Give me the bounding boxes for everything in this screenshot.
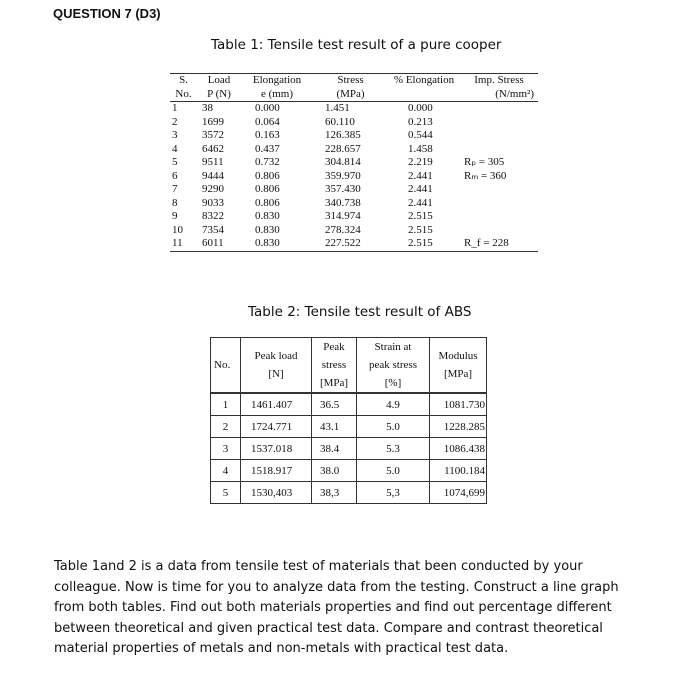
cell-modulus: 1100.184: [430, 460, 487, 482]
paragraph-line: between theoretical and given practical test data. Compare and contrast theoretical: [54, 620, 603, 636]
question-title: QUESTION 7 (D3): [53, 6, 161, 21]
header-modulus: [430, 338, 487, 394]
table-row: [211, 482, 487, 504]
table-row: [170, 183, 538, 197]
cell-elongation: 0.806: [255, 196, 280, 209]
table-row: [170, 237, 538, 251]
cell-strain: 5.0: [357, 460, 430, 482]
cell-modulus: 1228.285: [430, 416, 487, 438]
cell-peak-load: 1724.771: [241, 416, 312, 438]
cell-peak-stress: 38,3: [312, 482, 357, 504]
cell-imp: R_f = 228: [460, 237, 538, 251]
cell-stress: 228.657: [325, 142, 361, 155]
cell-imp: [460, 197, 538, 211]
cell-no: 10: [172, 223, 183, 236]
cell-stress: 359.970: [325, 169, 361, 182]
header-peak-load-line2: [N]: [268, 368, 284, 380]
cell-strain: 5,3: [357, 482, 430, 504]
table-row: [211, 438, 487, 460]
cell-imp: Rₚ = 305: [464, 156, 505, 168]
cell-no: 7: [172, 183, 178, 195]
cell-pct: 2.515: [408, 223, 433, 236]
cell-load: 1699: [202, 115, 224, 128]
cell-pct: 2.515: [408, 210, 433, 222]
cell-stress: 1.451: [325, 102, 350, 114]
cell-elongation: 0.437: [255, 142, 280, 155]
header-strain-line2: peak stress: [369, 359, 417, 371]
paragraph-line: material properties of metals and non-metals with practical test data.: [54, 641, 509, 656]
cell-stress: 278.324: [325, 223, 361, 236]
header-no: S.: [170, 74, 197, 88]
cell-imp: Rₘ = 360: [464, 169, 507, 182]
table-row: [170, 224, 538, 238]
cell-strain: 5.3: [357, 438, 430, 460]
cell-pct: 0.213: [408, 115, 433, 128]
header-no: No.: [211, 338, 241, 394]
header-strain-line1: Strain at: [374, 341, 412, 353]
cell-imp: [460, 102, 538, 116]
table-row: [211, 460, 487, 482]
paragraph-line: colleague. Now is time for you to analyze data from the testing. Construct a line graph: [54, 579, 619, 595]
header-stress: Stress: [313, 74, 388, 88]
table-row: [170, 170, 538, 184]
header-pct-2: [388, 88, 460, 102]
header-imp-stress: Imp. Stress: [460, 74, 538, 88]
table2-caption: Table 2: Tensile test result of ABS: [248, 304, 472, 320]
cell-modulus: 1074,699: [430, 482, 487, 504]
table1-header-row-2: [170, 88, 538, 102]
table-row: [170, 156, 538, 170]
cell-load: 9444: [202, 169, 224, 182]
cell-peak-load: 1461.407: [241, 393, 312, 416]
cell-no: 4: [211, 460, 241, 482]
cell-stress: 357.430: [325, 183, 361, 195]
cell-pct: 2.219: [408, 156, 433, 168]
cell-imp: [460, 183, 538, 197]
cell-peak-load: 1530,403: [241, 482, 312, 504]
table-row: [170, 197, 538, 211]
cell-no: 4: [172, 142, 178, 155]
header-strain-line3: [%]: [384, 377, 402, 389]
header-stress-2: (MPa): [313, 88, 388, 102]
cell-imp: [460, 116, 538, 130]
cell-load: 9033: [202, 196, 224, 209]
cell-stress: 60.110: [325, 115, 355, 128]
cell-no: 2: [211, 416, 241, 438]
cell-stress: 314.974: [325, 210, 361, 222]
cell-modulus: 1086.438: [430, 438, 487, 460]
header-load-2: P (N): [197, 88, 241, 102]
header-elongation-2: e (mm): [241, 88, 313, 102]
cell-strain: 4.9: [357, 393, 430, 416]
cell-stress: 227.522: [313, 237, 388, 251]
header-peak-stress-line1: Peak: [323, 341, 345, 353]
cell-no: 5: [172, 156, 178, 168]
cell-pct: 2.441: [408, 169, 433, 182]
cell-stress: 340.738: [325, 196, 361, 209]
table-row: [211, 416, 487, 438]
cell-elongation: 0.732: [255, 156, 280, 168]
cell-elongation: 0.830: [255, 223, 280, 236]
table-row: [170, 102, 538, 116]
cell-imp: [460, 224, 538, 238]
header-modulus-line1: Modulus: [438, 350, 478, 362]
table2-header-row: [211, 338, 487, 394]
copper-tensile-table: [170, 73, 538, 252]
cell-no: 1: [172, 102, 178, 114]
cell-peak-stress: 36.5: [312, 393, 357, 416]
header-modulus-line2: [MPa]: [443, 368, 473, 380]
paragraph-line: from both tables. Find out both materials properties and find out percentage different: [54, 600, 612, 615]
cell-load: 9290: [202, 183, 224, 195]
cell-imp: [460, 210, 538, 224]
cell-elongation: 0.064: [255, 115, 280, 128]
cell-stress: 304.814: [325, 156, 361, 168]
cell-no: 2: [172, 115, 178, 128]
table-row: [170, 210, 538, 224]
cell-modulus: 1081.730: [430, 393, 487, 416]
cell-pct: 1.458: [408, 142, 433, 155]
cell-no: 8: [172, 196, 178, 209]
abs-tensile-table: [210, 337, 487, 504]
cell-load: 6462: [202, 142, 224, 155]
cell-load: 8322: [202, 210, 224, 222]
cell-no: 6: [172, 169, 178, 182]
cell-no: 11: [170, 237, 197, 251]
cell-elongation: 0.830: [255, 210, 280, 222]
header-peak-load: [241, 338, 312, 394]
cell-imp: [460, 129, 538, 143]
cell-load: 7354: [202, 223, 224, 236]
cell-elongation: 0.806: [255, 169, 280, 182]
cell-no: 9: [172, 210, 178, 222]
cell-load: 3572: [202, 129, 224, 141]
cell-no: 3: [172, 129, 178, 141]
table1-caption: Table 1: Tensile test result of a pure cooper: [211, 37, 502, 53]
cell-no: 3: [211, 438, 241, 460]
cell-imp: [460, 143, 538, 157]
table-row: [170, 116, 538, 130]
cell-elongation: 0.806: [255, 183, 280, 195]
instructions-paragraph: [54, 557, 688, 660]
header-peak-stress-line2: stress: [321, 359, 347, 371]
cell-peak-stress: 43.1: [312, 416, 357, 438]
header-no-2: No.: [170, 88, 197, 102]
header-strain: [357, 338, 430, 394]
cell-peak-load: 1518.917: [241, 460, 312, 482]
cell-pct: 0.000: [408, 102, 433, 114]
cell-stress: 126.385: [325, 129, 361, 141]
paragraph-line: Table 1and 2 is a data from tensile test of materials that been conducted by your: [54, 559, 583, 574]
header-imp-stress-2: (N/mm²): [460, 88, 538, 102]
cell-no: 1: [211, 393, 241, 416]
cell-elongation: 0.163: [255, 129, 280, 141]
cell-peak-stress: 38.0: [312, 460, 357, 482]
header-pct-elongation: % Elongation: [388, 74, 460, 88]
cell-peak-stress: 38.4: [312, 438, 357, 460]
header-peak-stress: [312, 338, 357, 394]
cell-elongation: 0.000: [255, 102, 280, 114]
table1-header-row: [170, 74, 538, 88]
cell-load: 38: [202, 102, 213, 114]
header-peak-load-line1: Peak load: [254, 350, 298, 362]
cell-load: 9511: [202, 156, 224, 168]
cell-pct: 0.544: [408, 129, 433, 141]
cell-pct: 2.441: [408, 183, 433, 195]
cell-pct: 2.515: [388, 237, 460, 251]
cell-no: 5: [211, 482, 241, 504]
cell-elongation: 0.830: [241, 237, 313, 251]
cell-load: 6011: [197, 237, 241, 251]
cell-peak-load: 1537.018: [241, 438, 312, 460]
cell-pct: 2.441: [408, 196, 433, 209]
table-row: [170, 129, 538, 143]
header-load: Load: [197, 74, 241, 88]
table-row: [170, 143, 538, 157]
header-elongation: Elongation: [241, 74, 313, 88]
cell-strain: 5.0: [357, 416, 430, 438]
table-row: [211, 393, 487, 416]
header-peak-stress-line3: [MPa]: [319, 377, 349, 389]
